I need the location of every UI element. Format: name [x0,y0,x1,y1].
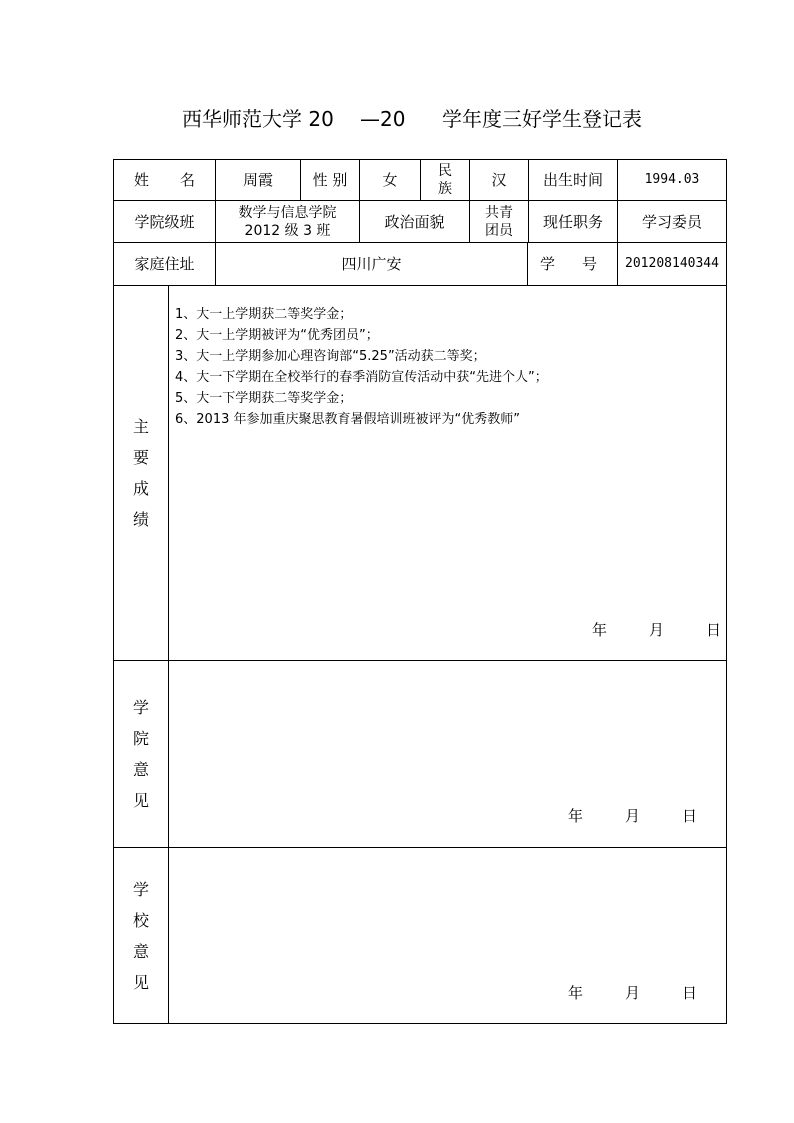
school-opinion-label-char: 见 [132,972,149,992]
registration-form [113,159,727,1024]
achievements-label-char: 要 [132,448,149,467]
title-form-name: 学年度三好学生登记表 [442,107,642,131]
date-year: 年 [592,621,608,639]
name-label-char-2: 名 [179,171,195,189]
date-month: 月 [649,621,665,639]
college-label: 学院级班 [113,200,216,243]
college-value-line-2: 2012 级 3 班 [244,222,331,239]
address-label: 家庭住址 [113,242,216,286]
birth-label: 出生时间 [528,159,618,201]
name-value[interactable]: 周霞 [215,159,301,201]
college-value[interactable] [215,200,360,243]
date-month: 月 [625,807,641,825]
ethnicity-label-line-1: 民 [438,163,452,179]
student-id-label-char-2: 号 [581,255,597,273]
achievements-label [113,285,169,661]
school-opinion-date [568,983,697,1003]
college-value-line-1: 数学与信息学院 [238,204,337,221]
position-value[interactable]: 学习委员 [617,200,727,243]
list-item: 4、大一下学期在全校举行的春季消防宣传活动中获“先进个人”； [175,370,548,385]
date-day: 日 [682,807,698,825]
list-item: 6、2013 年参加重庆聚思教育暑假培训班被评为“优秀教师” [175,412,520,427]
ethnicity-value[interactable]: 汉 [469,159,529,201]
college-opinion-label [113,660,169,848]
college-opinion-date [568,806,697,826]
student-id-label [527,242,618,286]
list-item: 5、大一下学期获二等奖学金； [175,391,353,406]
page-title [0,104,794,134]
political-value[interactable] [469,200,529,243]
achievements-label-char: 绩 [132,510,149,529]
title-university: 西华师范大学 20 [182,107,334,131]
birth-value[interactable]: 1994.03 [617,159,727,201]
school-opinion-label [113,847,169,1024]
achievements-label-char: 主 [132,417,149,436]
student-id-value[interactable]: 201208140344 [617,242,727,286]
title-year-dash: —20 [360,107,406,131]
date-day: 日 [682,984,698,1002]
achievements-label-char: 成 [132,479,149,498]
college-opinion-label-char: 见 [132,791,149,810]
student-id-label-char-1: 学 [540,255,556,273]
college-opinion-label-char: 院 [132,729,149,748]
date-day: 日 [706,621,722,639]
list-item: 2、大一上学期被评为“优秀团员”； [175,328,379,343]
school-opinion-label-char: 校 [132,910,149,930]
date-year: 年 [568,807,584,825]
date-year: 年 [568,984,584,1002]
political-value-line-1: 共青 [485,204,513,221]
achievements-list [175,304,548,430]
college-opinion-label-char: 学 [132,698,149,717]
list-item: 1、大一上学期获二等奖学金； [175,307,353,322]
name-label-char-1: 姓 [134,171,150,189]
achievements-content[interactable] [168,285,727,661]
political-value-line-2: 团员 [485,222,513,239]
date-month: 月 [625,984,641,1002]
political-label: 政治面貌 [359,200,470,243]
name-label [113,159,216,201]
school-opinion-label-char: 意 [132,941,149,961]
gender-value[interactable]: 女 [359,159,421,201]
address-value[interactable]: 四川广安 [215,242,528,286]
college-opinion-content[interactable] [168,660,727,848]
college-opinion-label-char: 意 [132,760,149,779]
list-item: 3、大一上学期参加心理咨询部“5.25”活动获二等奖； [175,349,486,364]
achievements-date [592,620,721,640]
ethnicity-label [420,159,470,201]
school-opinion-label-char: 学 [132,879,149,899]
ethnicity-label-line-2: 族 [438,181,452,197]
gender-label: 性 别 [300,159,360,201]
position-label: 现任职务 [528,200,618,243]
school-opinion-content[interactable] [168,847,727,1024]
